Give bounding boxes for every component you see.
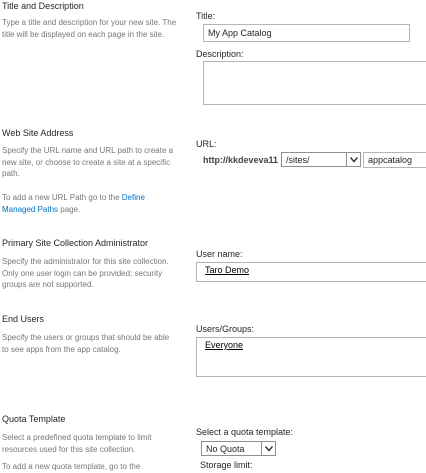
title-section-heading: Title and Description	[2, 1, 84, 11]
quota-more-text: To add a new quota template, go to the	[2, 462, 141, 471]
managed-paths-prefix: To add a new URL Path go to the	[2, 193, 122, 202]
username-people-picker[interactable]	[196, 262, 426, 282]
url-name-input[interactable]: appcatalog	[363, 152, 426, 168]
description-textarea[interactable]	[203, 61, 426, 105]
define-managed-paths-link[interactable]: Define Managed Paths	[2, 193, 145, 214]
admin-section-description: Specify the administrator for this site collection. Only one user login can be provided; security groups are not supported.	[2, 257, 169, 289]
url-path-selected: /sites/	[286, 154, 310, 165]
users-label: Users/Groups:	[196, 324, 255, 334]
title-label: Title:	[196, 11, 216, 21]
users-section-heading: End Users	[2, 314, 45, 324]
username-label: User name:	[196, 249, 243, 259]
url-host: http://kkdeveva11	[203, 155, 279, 165]
chevron-down-icon[interactable]	[261, 442, 275, 455]
address-section-heading: Web Site Address	[2, 128, 74, 138]
admin-section-heading: Primary Site Collection Administrator	[2, 238, 149, 248]
address-section-description: Specify the URL name and URL path to create a new site, or choose to create a site at a specific path.	[2, 146, 174, 178]
users-people-picker[interactable]	[196, 337, 426, 377]
storage-limit-label: Storage limit:	[200, 460, 253, 470]
managed-paths-note	[2, 192, 177, 215]
chevron-down-icon[interactable]	[346, 153, 360, 166]
username-entity[interactable]: Taro Demo	[205, 265, 250, 275]
url-label: URL:	[196, 139, 217, 149]
quota-section-heading: Quota Template	[2, 414, 66, 424]
quota-select-label: Select a quota template:	[196, 427, 294, 437]
description-label: Description:	[196, 49, 244, 59]
title-section-description: Type a title and description for your new site. The title will be displayed on each page in the site.	[2, 18, 177, 39]
users-entity[interactable]: Everyone	[205, 340, 244, 350]
url-path-select[interactable]	[281, 152, 361, 167]
managed-paths-suffix: page.	[58, 204, 81, 214]
title-input[interactable]: My App Catalog	[203, 24, 410, 42]
quota-selected: No Quota	[206, 443, 245, 454]
users-section-description: Specify the users or groups that should be able to see apps from the app catalog.	[2, 333, 170, 354]
quota-template-select[interactable]	[201, 441, 276, 456]
quota-section-description: Select a predefined quota template to limit resources used for this site collection.	[2, 433, 152, 454]
